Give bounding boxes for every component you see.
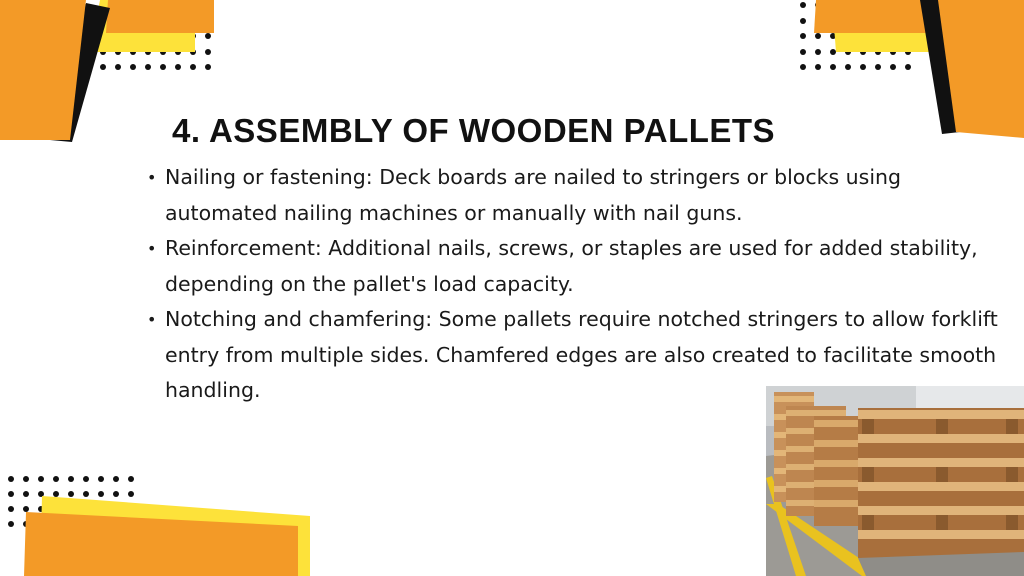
bullet-list <box>147 160 1007 409</box>
bottom-left-corner-decoration <box>0 470 320 576</box>
wooden-pallets-photo <box>766 386 1024 576</box>
top-right-corner-decoration <box>790 0 1024 145</box>
top-right-shapes <box>790 0 1024 145</box>
slide-title: 4. ASSEMBLY OF WOODEN PALLETS <box>172 112 776 149</box>
bullet-item: • Reinforcement: Additional nails, screws, or staples are used for added stability, depending on the pallet's load capacity. <box>147 231 1007 302</box>
bullet-item: • Nailing or fastening: Deck boards are nailed to stringers or blocks using automated nailing machines or manually with nail guns. <box>147 160 1007 231</box>
bullet-item: • Notching and chamfering: Some pallets require notched stringers to allow forklift entry from multiple sides. Chamfered edges are also created to facilitate smooth handling. <box>147 302 1007 409</box>
bottom-left-shapes <box>0 470 320 576</box>
